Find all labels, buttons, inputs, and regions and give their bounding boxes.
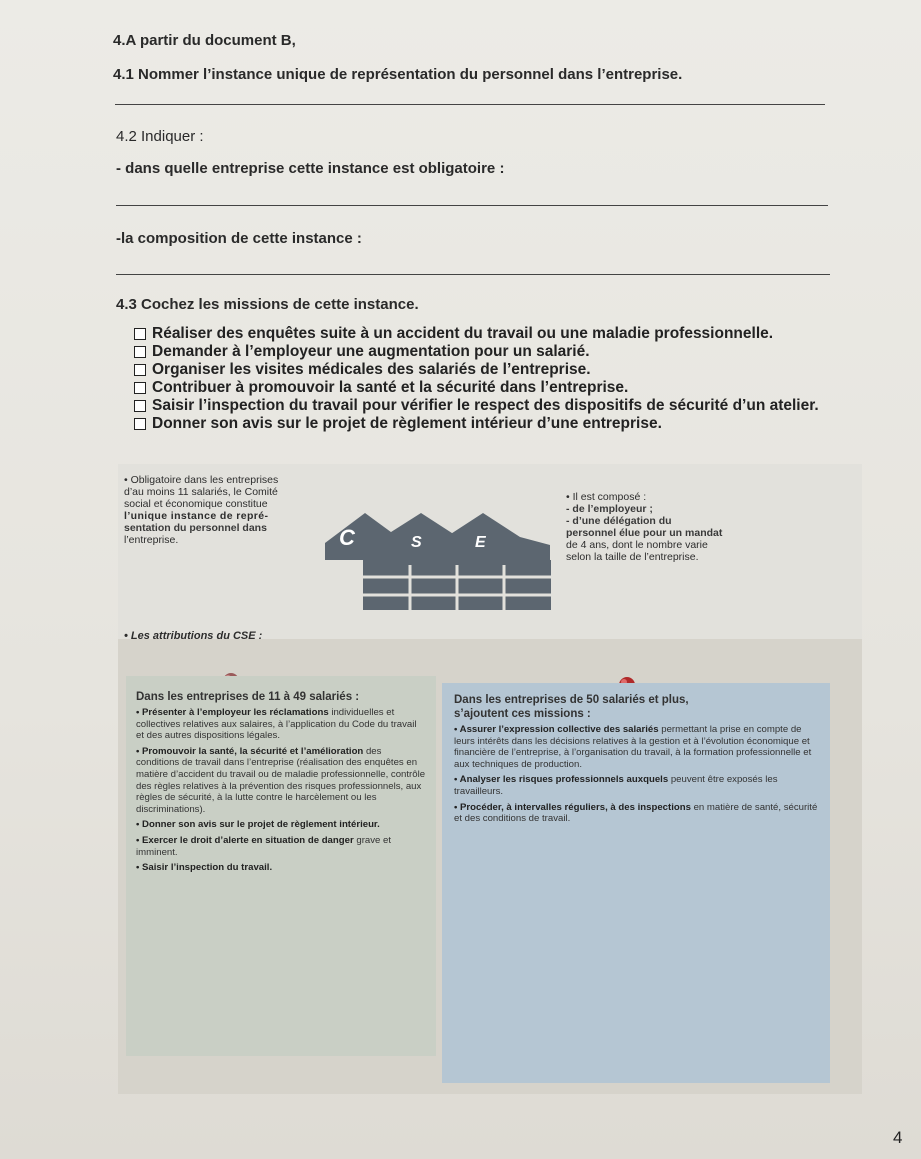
mission-item[interactable]: Donner son avis sur le projet de règlement intérieur d’une entreprise. (134, 415, 874, 433)
question-4-1: 4.1 Nommer l’instance unique de représentation du personnel dans l’entreprise. (113, 66, 683, 83)
large-company-subheading: s’ajoutent ces missions : (454, 708, 591, 720)
logo-peak-e (443, 513, 550, 560)
list-item: • Saisir l’inspection du travail. (136, 862, 273, 874)
answer-line-4-2-a[interactable] (116, 205, 828, 206)
list-item: • Promouvoir la santé, la sécurité et l’amélioration des conditions de travail dans l’entreprise (réalisation des enquêtes en matière d’accident du travail ou de maladie professionnelle, contrôle des règles relatives à la prévention des risques professionnels, aux règles de sécurité, à la lutte contre le harcèlement ou les discriminations). (136, 745, 426, 815)
small-company-heading: Dans les entreprises de 11 à 49 salariés : (136, 691, 360, 703)
question-4-2: 4.2 Indiquer : (116, 128, 204, 145)
attributions-heading: • Les attributions du CSE : (124, 630, 263, 642)
answer-line-4-1[interactable] (115, 104, 825, 105)
checkbox[interactable] (134, 364, 146, 376)
mission-item[interactable]: Demander à l’employeur une augmentation pour un salarié. (134, 343, 874, 361)
small-company-missions (126, 676, 436, 1056)
logo-letter-c: C (339, 525, 355, 550)
large-company-heading: Dans les entreprises de 50 salariés et plus, (454, 694, 689, 706)
mission-item[interactable]: Réaliser des enquêtes suite à un accident du travail ou une maladie professionnelle. (134, 325, 874, 343)
mission-item[interactable]: Saisir l’inspection du travail pour vérifier le respect des dispositifs de sécurité d’un atelier. (134, 397, 874, 415)
logo-letter-e: E (475, 534, 486, 551)
checkbox[interactable] (134, 382, 146, 394)
cse-definition: • Obligatoire dans les entreprises d’au moins 11 salariés, le Comité social et économique constitue l’unique instance de repré- sentation du personnel dans l’entreprise. (124, 474, 279, 546)
mission-item[interactable]: Contribuer à promouvoir la santé et la sécurité dans l’entreprise. (134, 379, 874, 397)
list-item: • Analyser les risques professionnels auxquels peuvent être exposés les travailleurs. (454, 774, 778, 797)
list-item: • Donner son avis sur le projet de règlement intérieur. (136, 819, 380, 831)
list-item: • Procéder, à intervalles réguliers, à des inspections en matière de santé, sécurité et des conditions de travail. (454, 801, 818, 825)
large-company-missions (442, 683, 830, 1083)
list-item: • Assurer l’expression collective des salariés permettant la prise en compte de leurs intérêts dans les décisions relatives à la gestion et à l’évolution économique et financière de l’entreprise, à l’organisation du travail, à la formation professionnelle et aux techniques de production. (454, 724, 812, 770)
question-4-2-b: -la composition de cette instance : (116, 230, 362, 247)
mission-item[interactable]: Organiser les visites médicales des salariés de l’entreprise. (134, 361, 874, 379)
list-item: • Présenter à l’employeur les réclamations individuelles et collectives relatives aux salaires, à l’application du Code du travail et des autres dispositions légales. (136, 707, 417, 742)
question-4-heading: 4.A partir du document B, (113, 32, 296, 49)
question-4-2-a: - dans quelle entreprise cette instance est obligatoire : (116, 160, 505, 177)
checkbox[interactable] (134, 418, 146, 430)
list-item: • Exercer le droit d’alerte en situation de danger grave et imminent. (136, 834, 392, 858)
mission-checklist (134, 325, 874, 433)
cse-composition: • Il est composé : - de l’employeur ; - d’une délégation du personnel élue pour un mandat de 4 ans, dont le nombre varie selon la taille de l’entreprise. (566, 491, 723, 563)
question-4-3: 4.3 Cochez les missions de cette instance. (116, 296, 419, 313)
checkbox[interactable] (134, 400, 146, 412)
checkbox[interactable] (134, 346, 146, 358)
answer-line-4-2-b[interactable] (116, 274, 830, 275)
checkbox[interactable] (134, 328, 146, 340)
cse-logo (325, 505, 555, 625)
logo-letter-s: S (411, 534, 422, 551)
page-number: 4 (893, 1128, 903, 1147)
